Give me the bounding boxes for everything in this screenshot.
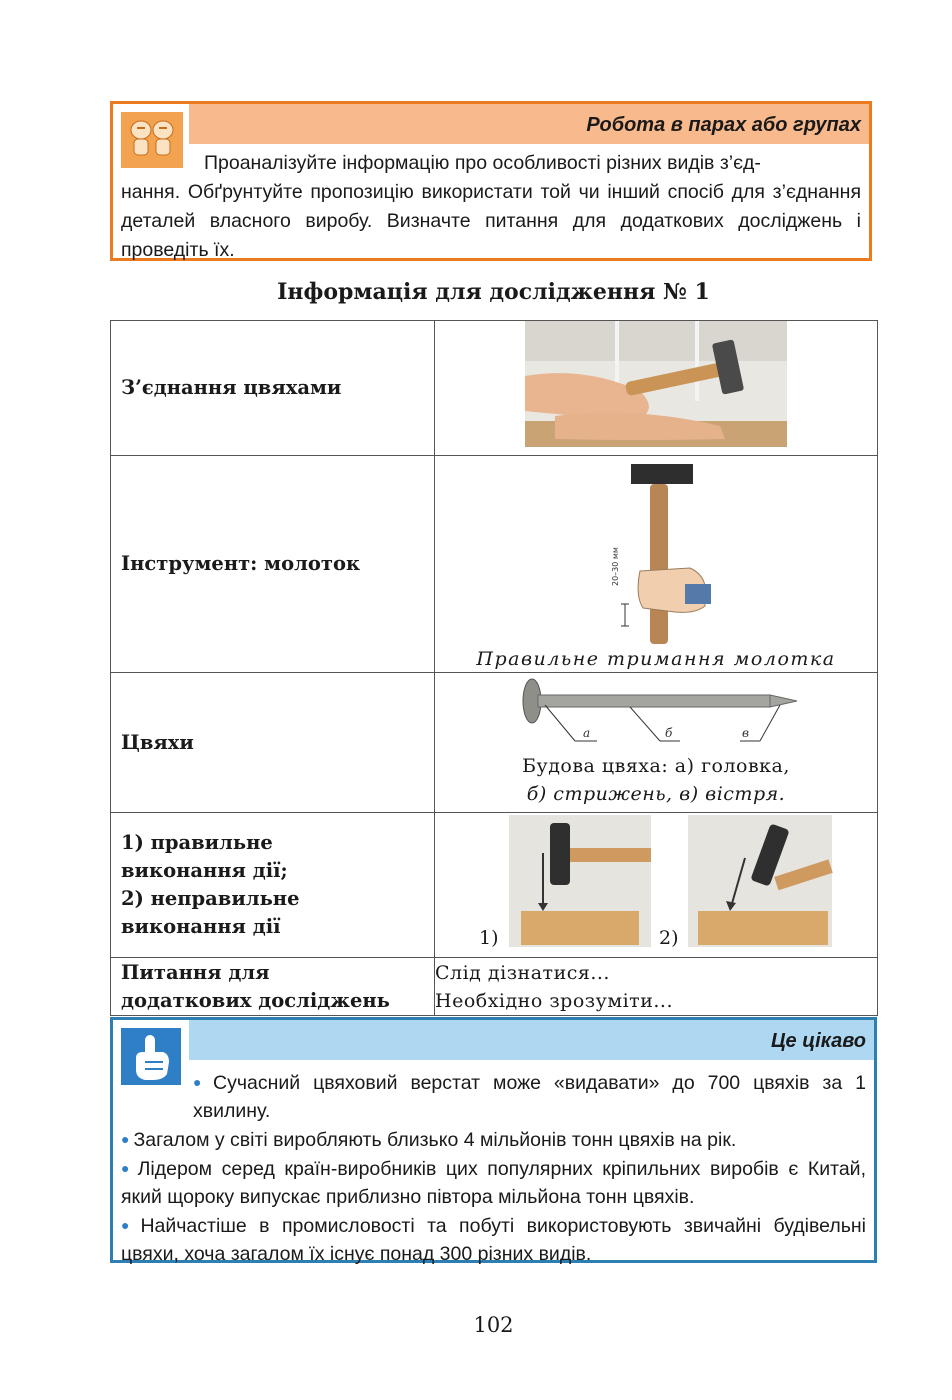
nail-caption [435,752,877,808]
page-number: 102 [473,1313,514,1337]
group-work-text-rest: нання. Обґрунтуйте пропозицію використати той чи інший спосіб для з’єднання деталей власного виробу. Визначте питання для додаткових досліджень і проведіть їх. [121,181,861,261]
fact-item: ● Лідером серед країн-виробників цих популярних кріпильних виробів є Китай, який щороку випускає приблизно півтора мільйона тонн цвяхів. [121,1158,866,1208]
table-row [111,958,878,1016]
question-line: Слід дізнатися... [435,961,610,984]
row-label-line: виконання дії [121,915,281,938]
group-work-text-first-line: Проаналізуйте інформацію про особливості різних видів з’єд- [204,152,761,174]
hammer-caption: Правильне тримання молотка [476,648,836,670]
questions-cell [435,958,878,1016]
bullet-icon: ● [193,1074,209,1090]
hammering-comparison-cell [435,813,878,958]
fact-item: ● Сучасний цвяховий верстат може «видавати» до 700 цвяхів за 1 хвилину. [193,1072,866,1122]
row-label-line: 2) неправильне [121,887,300,910]
bullet-icon: ● [121,1217,137,1233]
nail-caption-line1: Будова цвяха: а) головка, [522,755,790,777]
group-work-header: Робота в парах або групах [189,104,869,144]
group-work-box [110,101,872,261]
row-label: Інструмент: молоток [111,456,435,673]
fact-item: ● Загалом у світі виробляють близько 4 мільйонів тонн цвяхів на рік. [121,1129,737,1151]
variant-marker-1: 1) [479,927,499,949]
nail-cell [435,673,878,813]
row-label-line: Питання для [121,960,270,984]
table-row [111,813,878,958]
bullet-icon: ● [121,1160,134,1176]
section-title: Інформація для дослідження № 1 [277,279,710,305]
row-label: З’єднання цвяхами [111,321,435,456]
hammer-cell [435,456,878,673]
nail-label-c: в [742,726,749,740]
hammering-comparison-image [435,813,879,953]
row-label-line: 1) правильне [121,831,273,854]
interesting-facts-header: Це цікаво [189,1020,874,1060]
row-label [111,813,435,958]
table-row [111,673,878,813]
nail-caption-line2: б) стрижень, в) вістря. [526,783,786,805]
row-label [111,958,435,1016]
dimension-label: 20–30 мм [611,547,620,586]
interesting-facts-list [121,1068,866,1268]
hammer-grip-image [435,456,879,668]
table-row [111,456,878,673]
interesting-facts-box [110,1017,877,1263]
table-row [111,321,878,456]
nail-structure-image [435,673,879,753]
hammering-photo-cell [435,321,878,456]
row-label-line: додаткових досліджень [121,988,390,1012]
row-label-line: виконання дії; [121,859,288,882]
nail-label-b: б [665,726,673,740]
question-line: Необхідно зрозуміти... [435,989,673,1012]
bullet-icon: ● [121,1131,130,1147]
fact-item: ● Найчастіше в промисловості та побуті використовують звичайні будівельні цвяхи, хоча загалом їх існує понад 300 різних видів. [121,1215,866,1265]
group-work-text [121,149,861,265]
nail-label-a: а [583,726,591,740]
hammering-nail-image [435,321,879,451]
row-label: Цвяхи [111,673,435,813]
info-table [110,320,878,1016]
variant-marker-2: 2) [659,927,679,949]
